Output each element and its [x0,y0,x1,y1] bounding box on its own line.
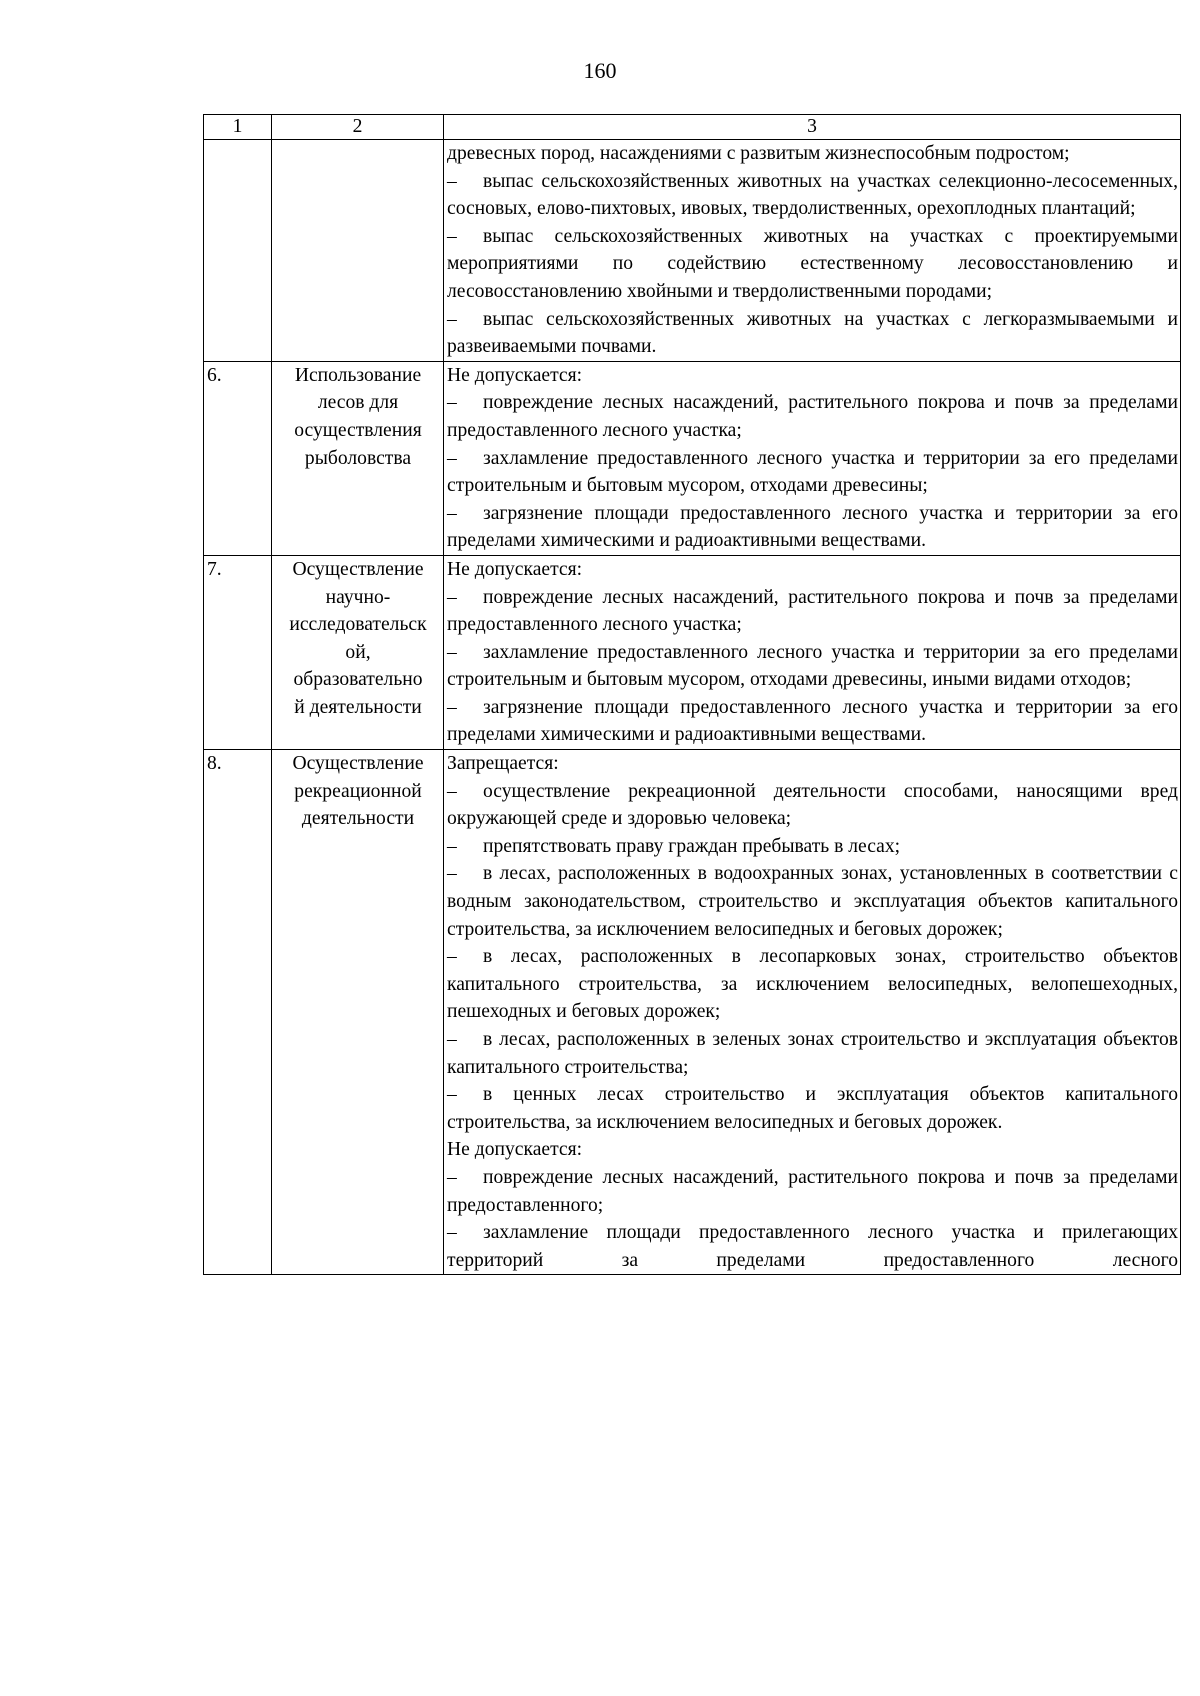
regulation-table [203,114,1181,1275]
activity-type-line: Осуществление [292,753,424,775]
dash-bullet: – [447,641,457,663]
restriction-item [447,778,1178,833]
table-row [204,361,1181,555]
restriction-item [447,445,1178,500]
dash-bullet: – [447,502,457,524]
activity-type [272,361,444,555]
header-cell-3: 3 [444,115,1181,140]
dash-bullet: – [447,1222,457,1244]
activity-type [272,555,444,749]
restriction-item-text: в лесах, расположенных в зеленых зонах строительство и эксплуатация объектов капитального строительства; [447,1029,1178,1078]
dash-bullet: – [447,1029,457,1050]
dash-bullet: – [447,170,457,192]
restriction-item [447,1026,1178,1081]
dash-bullet: – [447,863,457,885]
table-row [204,140,1181,362]
restriction-item [447,1164,1178,1219]
restriction-item-text: в ценных лесах строительство и эксплуатация объектов капитального строительства, за исключением велосипедных и беговых дорожек. [447,1084,1178,1133]
restriction-item [447,1219,1178,1274]
restriction-heading: Запрещается: [447,753,559,775]
activity-type [272,140,444,362]
restriction-item [447,500,1178,555]
table-row [204,750,1181,1275]
activity-type-line: рекреационной [294,780,422,802]
restriction-item-text: выпас сельскохозяйственных животных на участках с проектируемыми мероприятиями по содействию естественному лесовосстановлению и лесовосстановлению хвойными и твердолиственными породами; [447,225,1178,302]
restriction-item-text: выпас сельскохозяйственных животных на участках селекционно-лесосеменных, сосновых, елово-пихтовых, ивовых, твердолиственных, орехоплодных плантаций; [447,170,1178,220]
restriction-item [447,860,1178,943]
activity-type-line: научно- [325,586,391,608]
dash-bullet: – [447,835,457,857]
restriction-item-text: загрязнение площади предоставленного лесного участка и территории за его пределами химическими и радиоактивными веществами. [447,696,1178,746]
restriction-item-text: в лесах, расположенных в лесопарковых зонах, строительство объектов капитального строительства, за исключением велосипедных, велопешеходных, пешеходных и беговых дорожек; [447,946,1178,1023]
activity-type-line: й деятельности [294,696,422,718]
restriction-item [447,168,1178,223]
activity-type-line: Использование [294,364,422,386]
restrictions-text [444,140,1181,362]
row-number: 7. [204,555,272,749]
restriction-item [447,584,1178,639]
restriction-item [447,1081,1178,1136]
restriction-item [447,389,1178,444]
restriction-item-text: захламление предоставленного лесного участка и территории за его пределами строительным и бытовым мусором, отходами древесины, иными видами отходов; [447,641,1178,691]
dash-bullet: – [447,1084,457,1106]
table-header-row [204,115,1181,140]
restriction-item [447,694,1178,749]
restriction-item-text: препятствовать праву граждан пребывать в лесах; [483,835,901,857]
restrictions-text [444,361,1181,555]
dash-bullet: – [447,780,457,802]
dash-bullet: – [447,308,457,330]
restriction-item [447,833,1178,861]
dash-bullet: – [447,447,457,469]
activity-type-line: осуществления [294,419,422,441]
restriction-item [447,306,1178,361]
restriction-item-text: захламление площади предоставленного лесного участка и прилегающих территорий за пределами предоставленного лесного [447,1222,1178,1271]
restriction-item [447,943,1178,1026]
table-row [204,555,1181,749]
page-number: 160 [583,58,617,83]
activity-type-line: деятельности [301,808,415,830]
activity-type-line: исследовательск [289,614,427,636]
row-number [204,140,272,362]
restriction-heading: Не допускается: [447,558,583,580]
restriction-item [447,639,1178,694]
dash-bullet: – [447,225,457,247]
activity-type-line: Осуществление [292,558,424,580]
continued-text: древесных пород, насаждениями с развитым жизнеспособным подростом; [447,143,1070,164]
header-cell-1: 1 [204,115,272,140]
restriction-heading: Не допускается: [447,364,583,386]
restriction-item-text: повреждение лесных насаждений, растительного покрова и почв за пределами предоставленного; [447,1166,1178,1216]
row-number: 8. [204,750,272,1275]
dash-bullet: – [447,946,457,968]
restrictions-text [444,555,1181,749]
dash-bullet: – [447,696,457,718]
restriction-item-text: выпас сельскохозяйственных животных на участках с легкоразмываемыми и развеиваемыми почвами. [447,308,1178,358]
restriction-heading: Не допускается: [447,1139,583,1161]
restriction-item-text: повреждение лесных насаждений, растительного покрова и почв за пределами предоставленного лесного участка; [447,392,1178,441]
restrictions-text [444,750,1181,1275]
restriction-item [447,223,1178,306]
row-number: 6. [204,361,272,555]
activity-type-line: лесов для [317,392,399,414]
restriction-item-text: в лесах, расположенных в водоохранных зонах, установленных в соответствии с водным законодательством, строительство и эксплуатация объектов капитального строительства, за исключением велосипедных и беговых дорожек; [447,863,1178,940]
activity-type-line: ой, [345,641,371,663]
restriction-item-text: повреждение лесных насаждений, растительного покрова и почв за пределами предоставленного лесного участка; [447,586,1178,636]
restriction-item-text: осуществление рекреационной деятельности способами, наносящими вред окружающей среде и здоровью человека; [447,780,1178,830]
dash-bullet: – [447,1166,457,1188]
activity-type [272,750,444,1275]
dash-bullet: – [447,586,457,608]
restriction-item-text: захламление предоставленного лесного участка и территории за его пределами строительным и бытовым мусором, отходами древесины; [447,447,1178,497]
header-cell-2: 2 [272,115,444,140]
activity-type-line: рыболовства [304,447,412,469]
dash-bullet: – [447,392,457,414]
activity-type-line: образовательно [293,669,423,691]
restriction-item-text: загрязнение площади предоставленного лесного участка и территории за его пределами химическими и радиоактивными веществами. [447,502,1178,552]
